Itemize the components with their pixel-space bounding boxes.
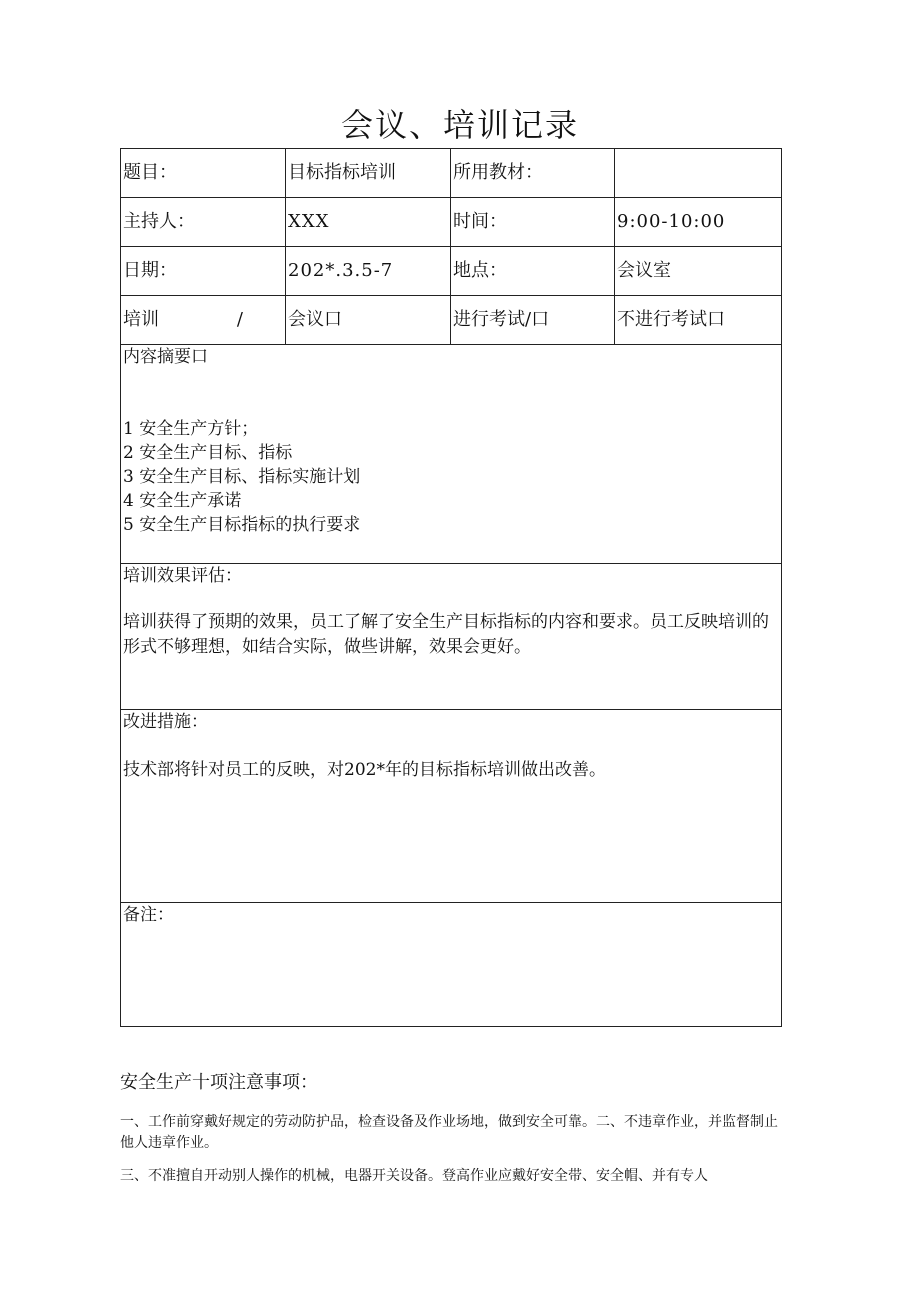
table-row [121,149,782,198]
remarks-row [121,903,782,1027]
improvement-text: 技术部将针对员工的反映，对202*年的目标指标培训做出改善。 [123,760,606,780]
topic-value: 目标指标培训 [286,149,451,198]
list-item: 3 安全生产目标、指标实施计划 [123,467,361,487]
page-title: 会议、培训记录 [340,106,579,144]
improvement-cell [121,710,782,903]
time-value: 9:00-10:00 [615,198,782,247]
evaluation-row [121,564,782,710]
list-item: 5 安全生产目标指标的执行要求 [123,515,361,535]
meeting-checkbox-label: 会议口 [286,296,451,345]
record-table [120,148,782,1027]
summary-list [123,417,779,537]
time-label: 时间： [451,198,615,247]
host-label: 主持人： [121,198,286,247]
location-label: 地点： [451,247,615,296]
type-label-cell [121,296,286,345]
list-item: 4 安全生产承诺 [123,491,242,511]
summary-cell [121,345,782,564]
summary-row [121,345,782,564]
table-row [121,296,782,345]
date-value: 202*.3.5-7 [286,247,451,296]
remarks-label: 备注： [123,905,174,925]
material-value [615,149,782,198]
summary-label: 内容摘要口 [123,347,208,367]
material-label: 所用教材： [451,149,615,198]
safety-title: 安全生产十项注意事项： [120,1072,318,1093]
exam-checkbox-label: 进行考试/口 [451,296,615,345]
safety-paragraph-1: 一、工作前穿戴好规定的劳动防护品，检查设备及作业场地，做到安全可靠。二、不违章作业，并监督制止他人违章作业。 [120,1114,778,1151]
evaluation-text: 培训获得了预期的效果，员工了解了安全生产目标指标的内容和要求。员工反映培训的形式不够理想，如结合实际，做些讲解，效果会更好。 [123,612,769,657]
no-exam-checkbox-label: 不进行考试口 [615,296,782,345]
evaluation-label: 培训效果评估： [123,566,242,586]
type-slash: / [236,309,243,330]
remarks-cell [121,903,782,1027]
date-label: 日期： [121,247,286,296]
improvement-row [121,710,782,903]
safety-paragraph-2: 三、不准擅自开动别人操作的机械，电器开关设备。登高作业应戴好安全带、安全帽、并有专人 [120,1168,708,1184]
improvement-label: 改进措施： [123,712,208,732]
evaluation-cell [121,564,782,710]
type-label: 培训 [123,309,159,330]
table-row [121,198,782,247]
list-item: 2 安全生产目标、指标 [123,443,293,463]
location-value: 会议室 [615,247,782,296]
topic-label: 题目： [121,149,286,198]
list-item: 1 安全生产方针； [123,419,259,439]
table-row [121,247,782,296]
host-value: XXX [286,198,451,247]
